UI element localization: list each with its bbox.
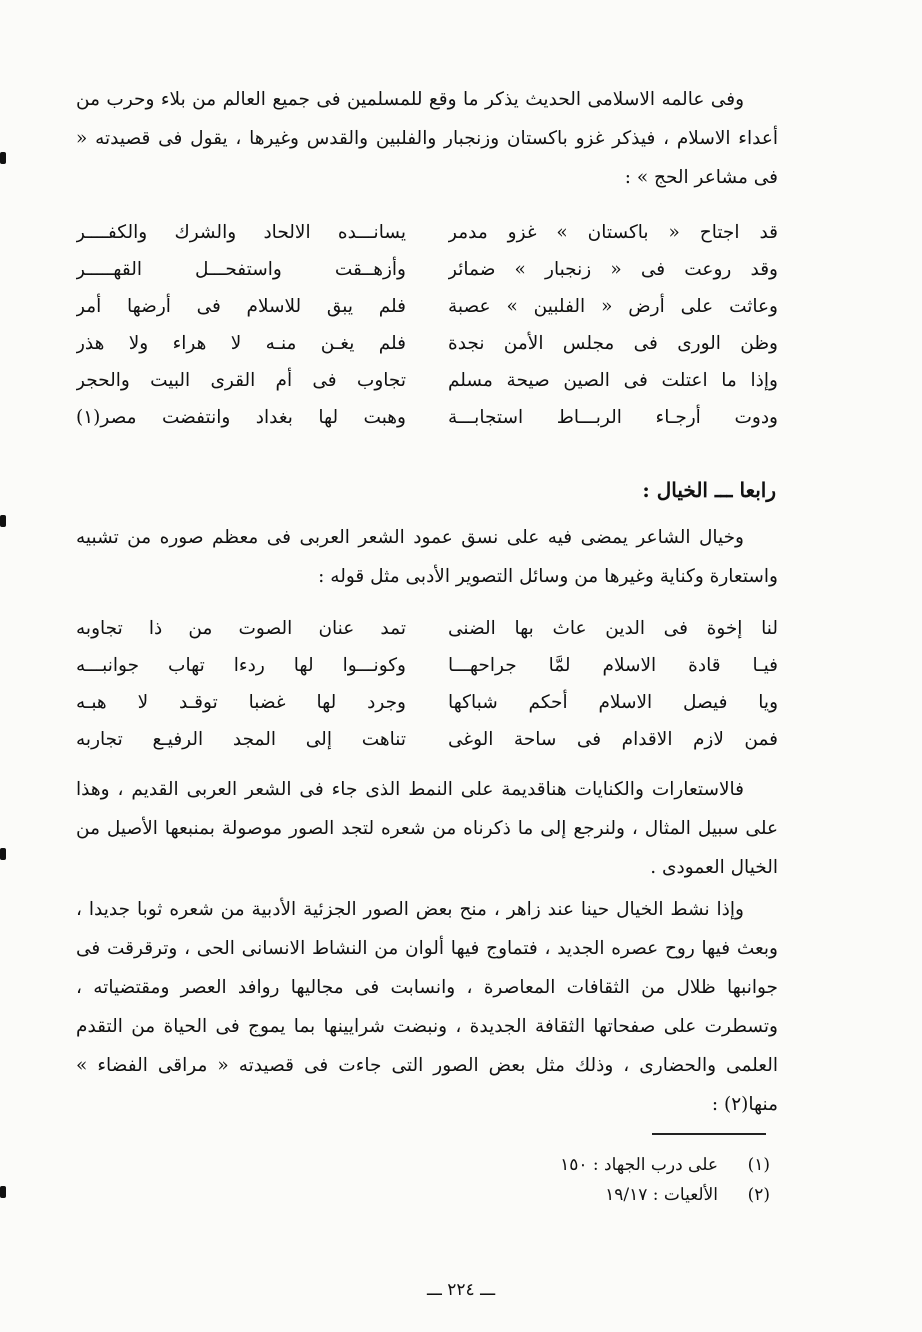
poem-verse <box>76 288 778 325</box>
page-number: ـــ ٢٢٤ ـــ <box>426 1280 496 1300</box>
poem-verse <box>76 684 778 721</box>
verse-first-hemistich: وعاثت على أرض « الفلبين » عصبة <box>448 296 778 317</box>
footnote-number: (٢) <box>747 1185 770 1205</box>
verse-first-hemistich: وإذا ما اعتلت فى الصين صيحة مسلم <box>448 370 778 391</box>
footnote-text: الألعيات : ١٩/١٧ <box>605 1185 718 1205</box>
poem-verse <box>76 251 778 288</box>
verse-second-hemistich: وأزهــقت واستفحـــل القهـــــر <box>76 259 406 280</box>
verse-first-hemistich: وقد روعت فى « زنجبار » ضمائر <box>448 259 778 280</box>
binding-hole-mark <box>0 848 6 860</box>
verse-first-hemistich: وظن الورى فى مجلس الأمن نجدة <box>448 333 778 354</box>
footnote-divider <box>652 1133 766 1135</box>
paragraph-imagination: وخيال الشاعر يمضى فيه على نسق عمود الشعر العربى فى معظم صوره من تشبيه واستعارة وكناية وغيرها من وسائل التصوير الأدبى مثل قوله : <box>76 527 778 587</box>
verse-second-hemistich: وكونـــوا لها ردءا تهاب جوانبـــه <box>76 655 406 676</box>
footnote-number: (١) <box>747 1155 770 1175</box>
poem-verse <box>76 610 778 647</box>
section-heading: رابعا ـــ الخيال : <box>642 478 776 502</box>
paragraph-intro: وفى عالمه الاسلامى الحديث يذكر ما وقع للمسلمين فى جميع العالم من بلاء وحرب من أعداء الاسلام ، فيذكر غزو باكستان وزنجبار والفلبين والقدس وغيرها ، يقول فى قصيدته « فى مشاعر الحج » : <box>76 89 778 188</box>
poem-jihad <box>76 214 778 436</box>
verse-second-hemistich: تناهت إلى المجد الرفيـع تجاربه <box>76 729 406 750</box>
verse-second-hemistich: وجرد لها غضبا توقـد لا هبـه <box>76 692 406 713</box>
binding-hole-mark <box>0 515 6 527</box>
poem-verse <box>76 721 778 758</box>
verse-second-hemistich: تجاوب فى أم القرى البيت والحجر <box>76 370 406 391</box>
poem-verse <box>76 325 778 362</box>
verse-first-hemistich: فيـا قادة الاسلام لمَّا جراحهـــا <box>448 655 778 676</box>
verse-first-hemistich: فمن لازم الاقدام فى ساحة الوغى <box>448 729 778 750</box>
verse-first-hemistich: لنا إخوة فى الدين عاث بها الضنى <box>448 618 778 639</box>
paragraph-modern-imagery: وإذا نشط الخيال حينا عند زاهر ، منح بعض الصور الجزئية الأدبية من شعره ثوبا جديدا ، وبعث فيها روح عصره الجديد ، فتماوج فيها ألوان من النشاط الانسانى الحى ، وترقرقت فى جوانبها ظلال من الثقافات المعاصرة ، وانسابت فى مجاليها روافد العصر ومقتضياته ، وتسطرت على صفحاتها الثقافة الجديدة ، ونبضت شرايينها بما يموج فى الحياة من التقدم العلمى والحضارى ، وذلك مثل بعض الصور التى جاءت فى قصيدته « مراقى الفضاء » منها(٢) : <box>76 899 778 1115</box>
verse-second-hemistich: فلم يغـن منـه لا هراء ولا هذر <box>76 333 406 354</box>
verse-first-hemistich: ويا فيصل الاسلام أحكم شباكها <box>448 692 778 713</box>
footnote <box>350 1180 770 1210</box>
paragraph-metaphors: فالاستعارات والكنايات هناقديمة على النمط الذى جاء فى الشعر العربى القديم ، وهذا على سبيل المثال ، ولنرجع إلى ما ذكرناه من شعره لتجد الصور موصولة بمنبعها الأصيل من الخيال العمودى . <box>76 779 778 878</box>
poem-verse <box>76 214 778 251</box>
footnotes <box>350 1150 770 1210</box>
binding-hole-mark <box>0 1186 6 1198</box>
verse-second-hemistich: فلم يبق للاسلام فى أرضها أمر <box>76 296 406 317</box>
verse-first-hemistich: قد اجتاح « باكستان » غزو مدمر <box>448 222 778 243</box>
verse-second-hemistich: تمد عنان الصوت من ذا تجاوبه <box>76 618 406 639</box>
poem-verse <box>76 647 778 684</box>
verse-second-hemistich: وهبت لها بغداد وانتفضت مصر(١) <box>76 407 406 428</box>
verse-first-hemistich: ودوت أرجـاء الربـــاط استجابـــة <box>448 407 778 428</box>
footnote <box>350 1150 770 1180</box>
poem-brothers <box>76 610 778 758</box>
footnote-text: على درب الجهاد : ١٥٠ <box>560 1155 718 1175</box>
poem-verse <box>76 362 778 399</box>
verse-second-hemistich: يسانـــده الالحاد والشرك والكفــــر <box>76 222 406 243</box>
poem-verse <box>76 399 778 436</box>
binding-hole-mark <box>0 152 6 164</box>
